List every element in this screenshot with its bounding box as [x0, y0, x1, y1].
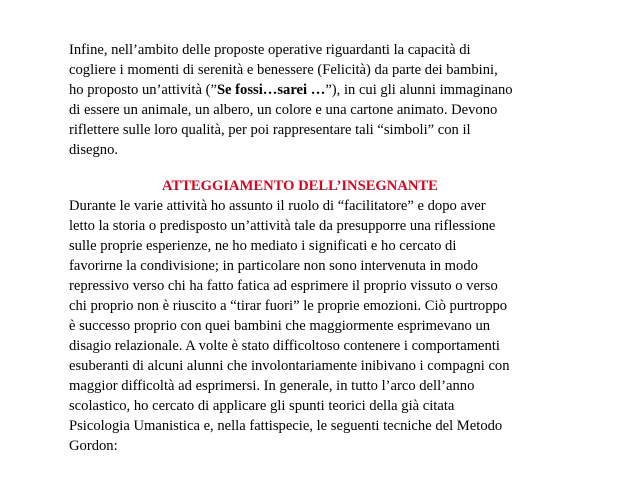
text-line: è successo proprio con quei bambini che maggiormente esprimevano un: [69, 318, 491, 334]
text-line: sulle proprie esperienze, ne ho mediato i significati e ho cercato di: [69, 238, 457, 254]
text-line: Psicologia Umanistica e, nella fattispecie, le seguenti tecniche del Metodo: [69, 418, 503, 434]
text-line: Gordon:: [69, 438, 118, 454]
paragraph-teacher-attitude: [69, 196, 569, 456]
section-heading: ATTEGGIAMENTO DELL’INSEGNANTE: [162, 178, 438, 194]
activity-title-emphasis: Se fossi…sarei …: [216, 82, 326, 98]
text-line: Durante le varie attività ho assunto il ruolo di “facilitatore” e dopo aver: [69, 198, 486, 214]
text-line: chi proprio non è riuscito a “tirar fuori” le proprie emozioni. Ciò purtroppo: [69, 298, 508, 314]
text-line: maggior difficoltà ad esprimersi. In generale, in tutto l’arco dell’anno: [69, 378, 475, 394]
text-line: scolastico, ho cercato di applicare gli spunti teorici della già citata: [69, 398, 455, 414]
text-line: disagio relazionale. A volte è stato difficoltoso contenere i comportamenti: [69, 338, 500, 354]
slide-text-body: [69, 40, 569, 456]
text-line: disegno.: [69, 142, 119, 158]
text-line: di essere un animale, un albero, un colore e una cartone animato. Devono: [69, 102, 498, 118]
text-line: cogliere i momenti di serenità e benessere (Felicità) da parte dei bambini,: [69, 62, 498, 78]
paragraph-activity: [69, 40, 569, 160]
text-line: Infine, nell’ambito delle proposte operative riguardanti la capacità di: [69, 42, 471, 58]
text-line: esuberanti di alcuni alunni che involontariamente inibivano i compagni con: [69, 358, 510, 374]
text-fragment: ho proposto un’attività (”: [69, 82, 217, 98]
text-line: riflettere sulle loro qualità, per poi rappresentare tali “simboli” con il: [69, 122, 471, 138]
text-line-with-emphasis: [69, 80, 569, 100]
text-line: repressivo verso chi ha fatto fatica ad esprimere il proprio vissuto o verso: [69, 278, 498, 294]
text-fragment: ”), in cui gli alunni immaginano: [325, 82, 513, 98]
text-line: favorirne la condivisione; in particolare non sono intervenuta in modo: [69, 258, 478, 274]
text-line: letto la storia o predisposto un’attività tale da presupporre una riflessione: [69, 218, 496, 234]
